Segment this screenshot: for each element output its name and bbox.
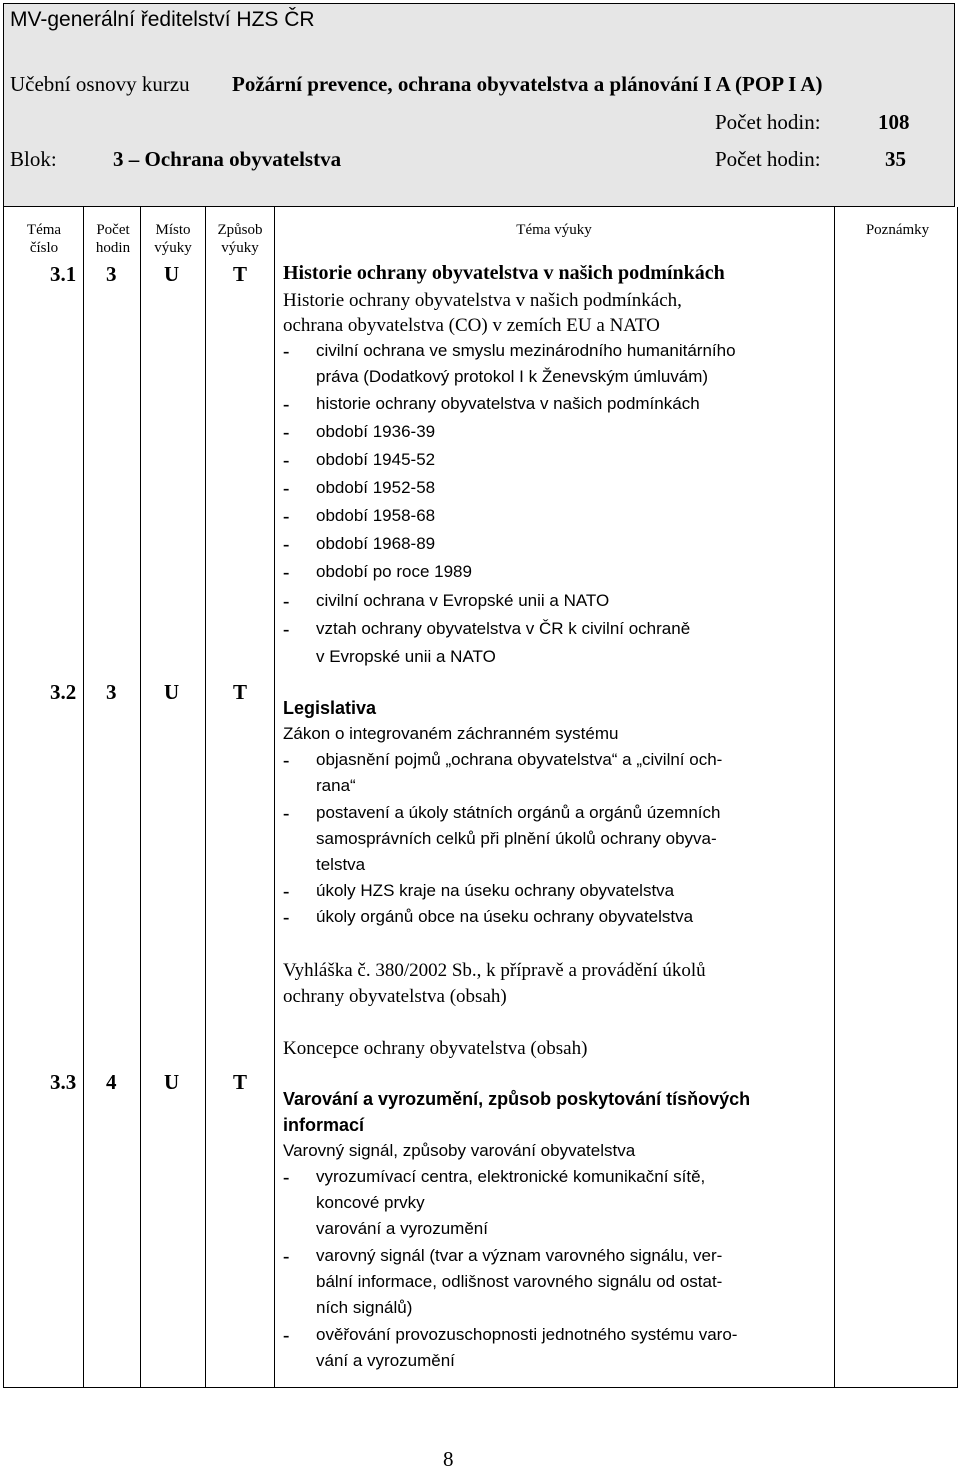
block-hours-label: Počet hodin: (715, 147, 821, 171)
bullet-dash: - (283, 1325, 290, 1346)
column-divider (140, 207, 141, 1388)
list-item: koncové prvky (316, 1193, 425, 1212)
block-title: 3 – Ochrana obyvatelstva (113, 147, 342, 171)
list-item: práva (Dodatkový protokol I k Ženevským úmluvám) (316, 367, 709, 386)
section-title: Legislativa (283, 698, 377, 718)
bullet-dash: - (283, 907, 290, 928)
column-divider (83, 207, 84, 1388)
list-item: objasnění pojmů „ochrana obyvatelstva“ a „civilní och- (316, 750, 723, 769)
list-item: postavení a úkoly státních orgánů a orgánů územních (316, 803, 721, 822)
list-item: úkoly HZS kraje na úseku ochrany obyvatelstva (316, 881, 675, 900)
column-header-hours: Počet hodin (95, 222, 131, 256)
list-item: v Evropské unii a NATO (316, 647, 496, 666)
content-line: Vyhláška č. 380/2002 Sb., k přípravě a provádění úkolů (283, 960, 706, 981)
column-header-method: Způsob výuky (217, 222, 263, 256)
list-item: vztah ochrany obyvatelstva v ČR k civilní ochraně (316, 619, 691, 638)
row-number: 3.1 (50, 262, 77, 286)
bullet-dash: - (283, 506, 290, 527)
list-item: telstva (316, 855, 366, 874)
course-title: Požární prevence, ochrana obyvatelstva a plánování I A (POP I A) (232, 72, 823, 96)
list-item: úkoly orgánů obce na úseku ochrany obyvatelstva (316, 907, 694, 926)
total-hours-value: 108 (878, 110, 910, 134)
bullet-dash: - (283, 341, 290, 362)
list-item: ověřování provozuschopnosti jednotného systému varo- (316, 1325, 738, 1344)
organization-name: MV-generální ředitelství HZS ČR (10, 8, 315, 31)
list-item: historie ochrany obyvatelstva v našich podmínkách (316, 394, 700, 413)
bullet-dash: - (283, 591, 290, 612)
list-item: rana“ (316, 776, 356, 795)
list-item: vyrozumívací centra, elektronické komunikační sítě, (316, 1167, 706, 1186)
column-header-topic: Téma výuky (516, 222, 592, 238)
list-item: období 1936-39 (316, 422, 436, 441)
content-line: Historie ochrany obyvatelstva v našich podmínkách, (283, 290, 682, 311)
bullet-dash: - (283, 394, 290, 415)
row-hours: 4 (106, 1070, 117, 1094)
content-line: ochrany obyvatelstva (obsah) (283, 986, 507, 1007)
block-label: Blok: (10, 147, 57, 171)
row-hours: 3 (106, 262, 117, 286)
content-line: Varovný signál, způsoby varování obyvatelstva (283, 1141, 636, 1160)
bullet-dash: - (283, 562, 290, 583)
total-hours-label: Počet hodin: (715, 110, 821, 134)
bullet-dash: - (283, 881, 290, 902)
bullet-dash: - (283, 1246, 290, 1267)
bullet-dash: - (283, 1167, 290, 1188)
list-item: období po roce 1989 (316, 562, 472, 581)
row-method: T (233, 1070, 248, 1094)
list-item: bální informace, odlišnost varovného signálu od ostat- (316, 1272, 723, 1291)
row-number: 3.3 (50, 1070, 77, 1094)
list-item: období 1968-89 (316, 534, 436, 553)
content-line: ochrana obyvatelstva (CO) v zemích EU a NATO (283, 315, 660, 336)
bullet-dash: - (283, 478, 290, 499)
page-number: 8 (443, 1447, 454, 1471)
content-line: Koncepce ochrany obyvatelstva (obsah) (283, 1038, 588, 1059)
bullet-dash: - (283, 450, 290, 471)
row-hours: 3 (106, 680, 117, 704)
list-item: varování a vyrozumění (316, 1219, 488, 1238)
list-item: období 1958-68 (316, 506, 436, 525)
bullet-dash: - (283, 619, 290, 640)
list-item: období 1952-58 (316, 478, 436, 497)
list-item: ních signálů) (316, 1298, 413, 1317)
column-header-topic-number: Téma číslo (26, 222, 62, 256)
list-item: civilní ochrana ve smyslu mezinárodního humanitárního (316, 341, 736, 360)
bullet-dash: - (283, 422, 290, 443)
section-title: Historie ochrany obyvatelstva v našich podmínkách (283, 262, 725, 284)
bullet-dash: - (283, 534, 290, 555)
column-divider (834, 207, 835, 1388)
row-place: U (164, 680, 180, 704)
section-title: Varování a vyrozumění, způsob poskytování tísňových (283, 1089, 751, 1109)
list-item: varovný signál (tvar a význam varovného signálu, ver- (316, 1246, 723, 1265)
row-method: T (233, 262, 248, 286)
course-label: Učební osnovy kurzu (10, 72, 190, 96)
row-number: 3.2 (50, 680, 77, 704)
block-hours-value: 35 (885, 147, 906, 171)
bullet-dash: - (283, 803, 290, 824)
list-item: civilní ochrana v Evropské unii a NATO (316, 591, 610, 610)
bullet-dash: - (283, 750, 290, 771)
row-place: U (164, 262, 180, 286)
column-header-notes: Poznámky (865, 222, 930, 238)
row-method: T (233, 680, 248, 704)
column-header-place: Místo výuky (154, 222, 192, 256)
column-divider (205, 207, 206, 1388)
list-item: vání a vyrozumění (316, 1351, 455, 1370)
document-header (3, 3, 955, 207)
row-place: U (164, 1070, 180, 1094)
content-line: Zákon o integrovaném záchranném systému (283, 724, 619, 743)
list-item: období 1945-52 (316, 450, 436, 469)
column-divider (274, 207, 275, 1388)
section-title: informací (283, 1115, 365, 1135)
list-item: samosprávních celků při plnění úkolů ochrany obyva- (316, 829, 717, 848)
